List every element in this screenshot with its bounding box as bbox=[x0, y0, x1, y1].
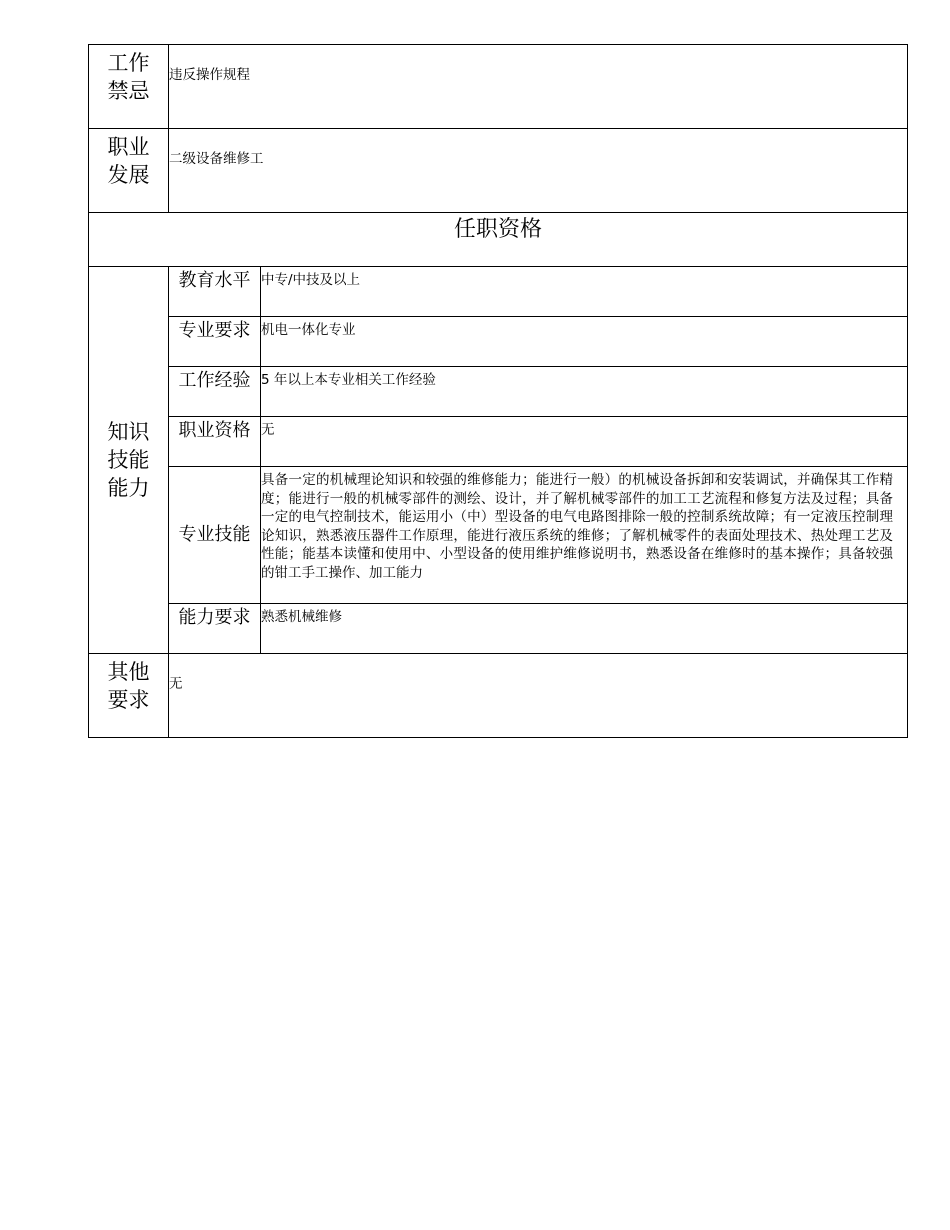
career-development-label bbox=[89, 129, 169, 213]
job-description-table bbox=[88, 44, 908, 738]
professional-skills-value: 具备一定的机械理论知识和较强的维修能力；能进行一般）的机械设备拆卸和安装调试，并确保其工作精度；能进行一般的机械零部件的测绘、设计，并了解机械零部件的加工工艺流程和修复方法及过程；具备一定的电气控制技术，能运用小（中）型设备的电气电路图排除一般的控制系统故障；有一定液压控制理论知识，熟悉液压器件工作原理，能进行液压系统的维修；了解机械零件的表面处理技术、热处理工艺及性能；能基本读懂和使用中、小型设备的使用维护维修说明书，熟悉设备在维修时的基本操作；具备较强的钳工手工操作、加工能力 bbox=[261, 467, 908, 604]
major-requirement-value: 机电一体化专业 bbox=[261, 317, 908, 367]
work-taboo-label-line2: 禁忌 bbox=[107, 79, 150, 103]
professional-qualification-label: 职业资格 bbox=[169, 417, 261, 467]
knowledge-label-line3: 能力 bbox=[107, 476, 150, 500]
career-development-label-line2: 发展 bbox=[107, 163, 150, 187]
row-other-requirements bbox=[89, 654, 908, 738]
knowledge-skill-ability-label bbox=[89, 267, 169, 654]
major-requirement-label: 专业要求 bbox=[169, 317, 261, 367]
other-requirements-value: 无 bbox=[169, 654, 908, 738]
other-requirements-label bbox=[89, 654, 169, 738]
row-certification bbox=[89, 417, 908, 467]
other-requirements-label-line1: 其他 bbox=[107, 660, 150, 684]
knowledge-label-line1: 知识 bbox=[107, 420, 150, 444]
row-education bbox=[89, 267, 908, 317]
row-work-taboo bbox=[89, 45, 908, 129]
ability-requirement-label: 能力要求 bbox=[169, 604, 261, 654]
row-qualification-title bbox=[89, 213, 908, 267]
row-professional-skills bbox=[89, 467, 908, 604]
qualification-section-title: 任职资格 bbox=[89, 213, 908, 267]
professional-skills-label: 专业技能 bbox=[169, 467, 261, 604]
row-ability bbox=[89, 604, 908, 654]
row-career-development bbox=[89, 129, 908, 213]
career-development-value: 二级设备维修工 bbox=[169, 129, 908, 213]
row-experience bbox=[89, 367, 908, 417]
professional-qualification-value: 无 bbox=[261, 417, 908, 467]
work-taboo-value: 违反操作规程 bbox=[169, 45, 908, 129]
education-level-label: 教育水平 bbox=[169, 267, 261, 317]
career-development-label-line1: 职业 bbox=[107, 135, 150, 159]
row-major bbox=[89, 317, 908, 367]
knowledge-label-line2: 技能 bbox=[107, 448, 150, 472]
work-experience-value: 5 年以上本专业相关工作经验 bbox=[261, 367, 908, 417]
work-experience-label: 工作经验 bbox=[169, 367, 261, 417]
other-requirements-label-line2: 要求 bbox=[107, 688, 150, 712]
ability-requirement-value: 熟悉机械维修 bbox=[261, 604, 908, 654]
work-taboo-label bbox=[89, 45, 169, 129]
work-taboo-label-line1: 工作 bbox=[107, 51, 150, 75]
education-level-value: 中专/中技及以上 bbox=[261, 267, 908, 317]
